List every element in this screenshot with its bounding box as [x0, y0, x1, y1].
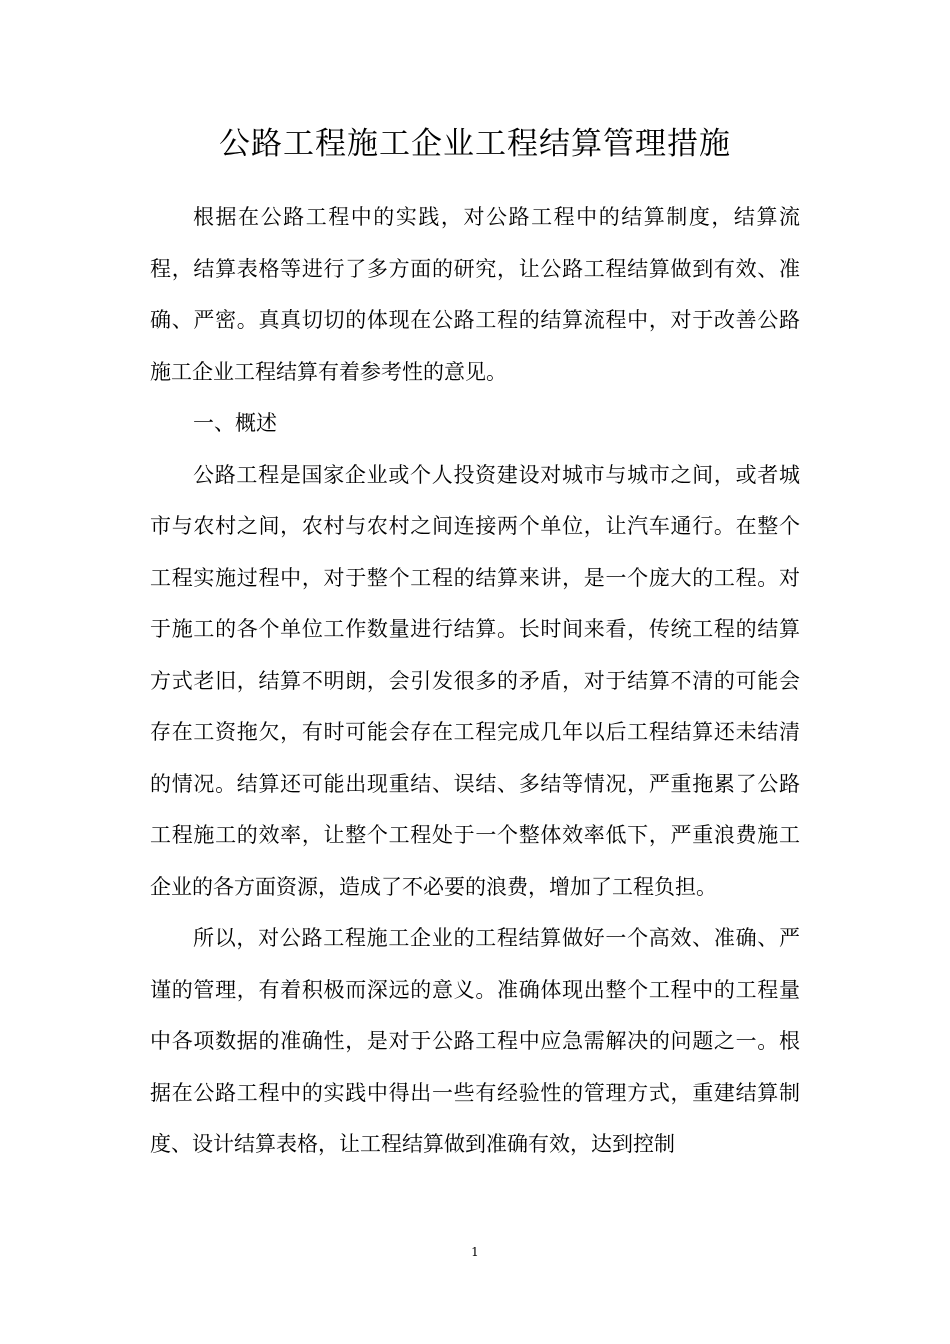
- document-title: 公路工程施工企业工程结算管理措施: [219, 126, 731, 162]
- intro-paragraph: 根据在公路工程中的实践，对公路工程中的结算制度，结算流程，结算表格等进行了多方面的研究，让公路工程结算做到有效、准确、严密。真真切切的体现在公路工程的结算流程中，对于改善公路施工企业工程结算有着参考性的意见。: [150, 205, 800, 384]
- page-number: 1: [471, 1245, 479, 1259]
- section-heading-overview: 一、概述: [193, 411, 277, 435]
- document-body: [150, 192, 800, 1171]
- significance-paragraph: 所以，对公路工程施工企业的工程结算做好一个高效、准确、严谨的管理，有着积极而深远的意义。准确体现出整个工程中的工程量中各项数据的准确性，是对于公路工程中应急需解决的问题之一。根据在公路工程中的实践中得出一些有经验性的管理方式，重建结算制度、设计结算表格，让工程结算做到准确有效，达到控制: [150, 926, 800, 1156]
- overview-paragraph: 公路工程是国家企业或个人投资建设对城市与城市之间，或者城市与农村之间，农村与农村之间连接两个单位，让汽车通行。在整个工程实施过程中，对于整个工程的结算来讲，是一个庞大的工程。对于施工的各个单位工作数量进行结算。长时间来看，传统工程的结算方式老旧，结算不明朗，会引发很多的矛盾，对于结算不清的可能会存在工资拖欠，有时可能会存在工程完成几年以后工程结算还未结清的情况。结算还可能出现重结、误结、多结等情况，严重拖累了公路工程施工的效率，让整个工程处于一个整体效率低下，严重浪费施工企业的各方面资源，造成了不必要的浪费，增加了工程负担。: [150, 462, 800, 899]
